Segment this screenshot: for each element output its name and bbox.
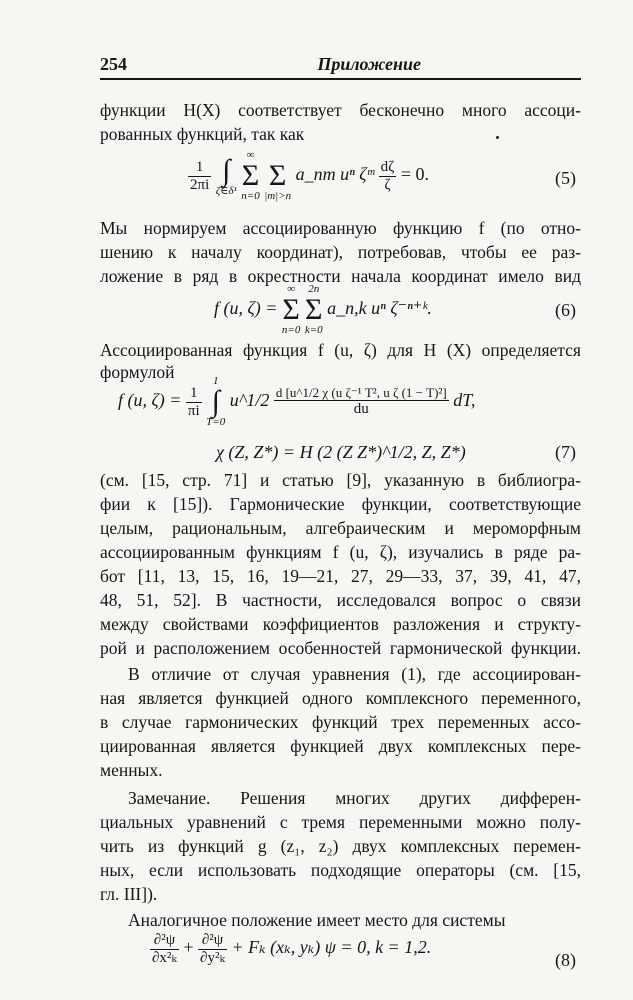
equation-lhs: f (u, ζ) =	[118, 390, 182, 411]
fraction: $\frac{d\zeta}{\zeta}$	[380, 159, 395, 193]
text-line: гл. III]).	[100, 884, 158, 904]
text-line: циированная является функцией двух комплексных пере-	[100, 736, 581, 756]
text-line: ложение в ряд в окрестности начала координат имело вид	[100, 266, 581, 286]
text-line: (см. [15, стр. 71] и статью [9], указанную в библиогра-	[100, 470, 581, 490]
fraction: $\frac{\text{d [u\textasciicircum{}1/2 χ (u ζ⁻¹ T², u ζ (1 − T)²]}}{du}$	[275, 385, 447, 418]
integral: ∫ ζ∈δ¹	[215, 153, 237, 197]
equation-7b	[216, 440, 466, 464]
text-line: Мы нормируем ассоциированную функцию f (по отно-	[100, 218, 581, 238]
fraction: $\frac{\text{∂²ψ}}{\text{∂y²ₖ}}$	[200, 932, 225, 966]
sum: 2n Σ k=0	[304, 283, 323, 336]
summand: a_n,k uⁿ ζ⁻ⁿ⁺ᵏ.	[327, 298, 432, 319]
equation-7a	[118, 376, 475, 436]
equation-5	[188, 150, 429, 210]
equation-rhs: = 0.	[400, 164, 429, 185]
running-header	[100, 54, 581, 78]
equation-number: (8)	[555, 950, 576, 970]
text-line: менных.	[100, 760, 163, 780]
text-line: рой и расположением особенностей гармонической функции.	[100, 638, 581, 658]
equation-body: χ (Z, Z*) = H (2 (Z Z*)^1/2, Z, Z*)	[216, 442, 466, 462]
equation-tail: dT,	[453, 390, 476, 411]
text-line: рованных функций, так как	[100, 124, 305, 144]
text-line: бот [11, 13, 15, 16, 19—21, 27, 29—33, 37, 39, 41, 47,	[100, 566, 581, 586]
text-line: ная является функцией одного комплексного переменного,	[100, 688, 581, 708]
text-line: ассоциированным функциям f (u, ζ), изучались в ряде ра-	[100, 542, 581, 562]
header-rule	[100, 78, 581, 80]
text-line: формулой	[100, 362, 175, 382]
text-line: циальных уравнений с тремя переменными можно полу-	[100, 812, 581, 832]
fraction: $\frac{\text{∂²ψ}}{\text{∂x²ₖ}}$	[152, 932, 177, 966]
text-line: между свойствами коэффициентов разложения и структу-	[100, 614, 581, 634]
text-line: Ассоциированная функция f (u, ζ) для H (X) определяется	[100, 340, 581, 360]
text-line: целым, рациональным, алгебраическим и мероморфным	[100, 518, 581, 538]
equation-number: (6)	[555, 300, 576, 320]
sum: ∞ Σ n=0	[241, 149, 260, 202]
equation-number: (7)	[555, 442, 576, 462]
equation-8: $\frac{\text{∂²ψ}}{\text{∂x²ₖ}}$ + $\frac{\text{∂²ψ}}{\text{∂y²ₖ}}$ + Fₖ (xₖ, yₖ) ψ = 0, k = 1,2.	[152, 932, 432, 966]
text-line: шению к началу координат), потребовав, чтобы ее раз-	[100, 242, 581, 262]
running-title: Приложение	[317, 54, 421, 74]
equation-number: (5)	[555, 168, 576, 188]
sum: Σ |m|>n	[264, 159, 292, 202]
text-line: В отличие от случая уравнения (1), где ассоциирован-	[128, 664, 581, 684]
sum: ∞ Σ n=0	[281, 283, 301, 336]
equation-tail: + Fₖ (xₖ, yₖ) ψ = 0, k = 1,2.	[231, 937, 432, 958]
text-line: 48, 51, 52]. В частности, исследовался вопрос о связи	[100, 590, 581, 610]
text-line: чить из функций g (z₁, z₂) двух комплексных перемен-	[100, 836, 581, 856]
text-line: Замечание. Решения многих других дифферен-	[128, 788, 581, 808]
integral: 1 ∫ T=0	[206, 375, 226, 428]
text-line: функции H(X) соответствует бесконечно много ассоци-	[100, 100, 581, 120]
text-line: Аналогичное положение имеет место для системы	[128, 910, 506, 930]
fraction: $\frac{1}{\pi i}$	[187, 385, 200, 419]
equation-lhs: f (u, ζ) =	[214, 298, 278, 319]
fraction: $\frac{1}{2\pi i}$	[190, 159, 210, 193]
factor: u^1/2	[229, 390, 270, 411]
summand: a_nm uⁿ ζᵐ	[295, 164, 375, 185]
equation-6	[214, 284, 432, 340]
text-line: в случае гармонических функций трех переменных ассо-	[100, 712, 581, 732]
page-number: 254	[100, 54, 127, 74]
text-line: фии к [15]). Гармонические функции, соответствующие	[100, 494, 581, 514]
text-line: ных, если использовать подходящие операторы (см. [15,	[100, 860, 581, 880]
